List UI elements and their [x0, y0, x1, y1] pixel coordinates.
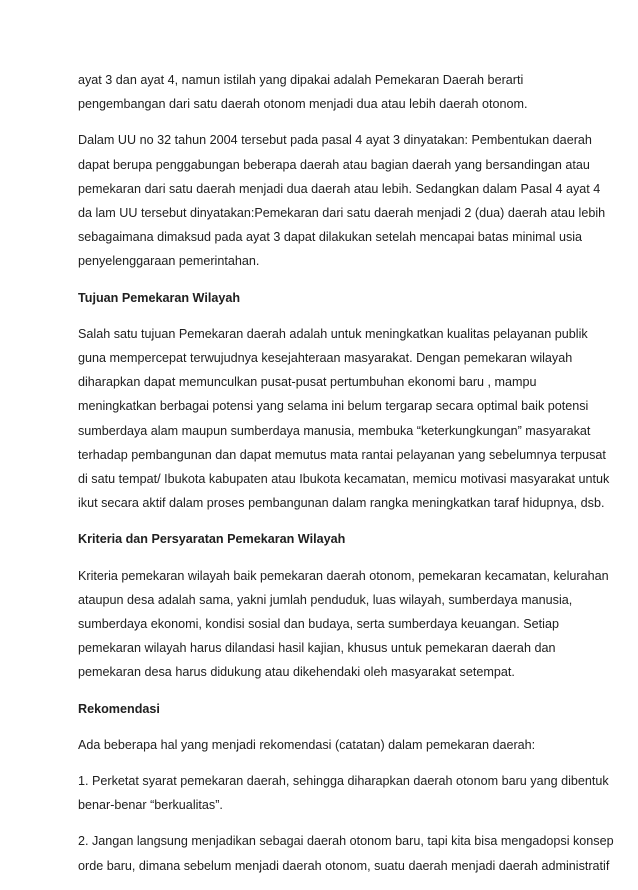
text-line: pemekaran wilayah harus dilandasi hasil kajian, khusus untuk pemekaran daerah dan [78, 641, 556, 656]
text-line: benar-benar “berkualitas”. [78, 798, 223, 813]
document-page [78, 68, 614, 890]
text-line: ataupun desa adalah sama, yakni jumlah penduduk, luas wilayah, sumberdaya manusia, [78, 592, 573, 607]
text-line: 2. Jangan langsung menjadikan sebagai daerah otonom baru, tapi kita bisa mengadopsi konsep [78, 834, 614, 849]
paragraph-rekomendasi-1 [78, 769, 609, 817]
text-line: guna mempercepat terwujudnya kesejahteraan masyarakat. Dengan pemekaran wilayah [78, 351, 573, 366]
text-line: da lam UU tersebut dinyatakan:Pemekaran dari satu daerah menjadi 2 (dua) daerah atau lebih [78, 206, 606, 221]
text-line: diharapkan dapat memunculkan pusat-pusat pertumbuhan ekonomi baru , mampu [78, 375, 537, 390]
text-line: pengembangan dari satu daerah otonom menjadi dua atau lebih daerah otonom. [78, 97, 528, 112]
text-line: 1. Perketat syarat pemekaran daerah, sehingga diharapkan daerah otonom baru yang dibentuk [78, 774, 609, 789]
text-line: ayat 3 dan ayat 4, namun istilah yang dipakai adalah Pemekaran Daerah berarti [78, 73, 524, 87]
paragraph-uu-32-2004 [78, 128, 606, 273]
paragraph-tujuan [78, 322, 610, 516]
text-line: Ada beberapa hal yang menjadi rekomendasi (catatan) dalam pemekaran daerah: [78, 737, 536, 752]
text-line: di satu tempat/ Ibukota kabupaten atau Ibukota kecamatan, memicu motivasi masyarakat untuk [78, 472, 610, 487]
text-line: dapat berupa penggabungan beberapa daerah atau bagian daerah yang bersandingan atau [78, 157, 590, 172]
text-line: Salah satu tujuan Pemekaran daerah adalah untuk meningkatkan kualitas pelayanan publik [78, 326, 588, 341]
text-line: sumberdaya alam maupun sumberdaya manusia, membuka “keterkungkungan” masyarakat [78, 423, 591, 438]
text-line: Kriteria pemekaran wilayah baik pemekaran daerah otonom, pemekaran kecamatan, kelurahan [78, 568, 609, 583]
heading-rekomendasi: Rekomendasi [78, 701, 160, 716]
heading-kriteria-persyaratan: Kriteria dan Persyaratan Pemekaran Wilayah [78, 532, 346, 547]
paragraph-rekomendasi-intro [78, 733, 568, 757]
text-line: terhadap pembangunan dan dapat memutus mata rantai pelayanan yang sebelumnya terpusat [78, 447, 606, 462]
text-line: Dalam UU no 32 tahun 2004 tersebut pada pasal 4 ayat 3 dinyatakan: Pembentukan daerah [78, 133, 592, 148]
paragraph-kriteria [78, 564, 609, 685]
text-line: sebagaimana dimaksud pada ayat 3 dapat dilakukan setelah mencapai batas minimal usia [78, 230, 583, 245]
paragraph-rekomendasi-2 [78, 829, 614, 877]
paragraph-pemekaran-definition [78, 68, 568, 116]
text-line: pemekaran dari satu daerah menjadi dua daerah atau lebih. Sedangkan dalam Pasal 4 ayat 4 [78, 181, 601, 196]
text-line: pemekaran desa harus didukung atau dikehendaki oleh masyarakat setempat. [78, 665, 515, 680]
text-line: ikut secara aktif dalam proses pembangunan dalam rangka meningkatkan taraf hidupnya, dsb. [78, 496, 605, 511]
text-line: sumberdaya ekonomi, kondisi sosial dan budaya, serta sumberdaya keuangan. Setiap [78, 617, 559, 632]
text-line: orde baru, dimana sebelum menjadi daerah otonom, suatu daerah menjadi daerah administratif [78, 858, 610, 873]
heading-tujuan-pemekaran: Tujuan Pemekaran Wilayah [78, 290, 241, 305]
text-line: penyelenggaraan pemerintahan. [78, 254, 260, 269]
text-line: meningkatkan berbagai potensi yang selama ini belum tergarap secara optimal baik potensi [78, 399, 589, 414]
